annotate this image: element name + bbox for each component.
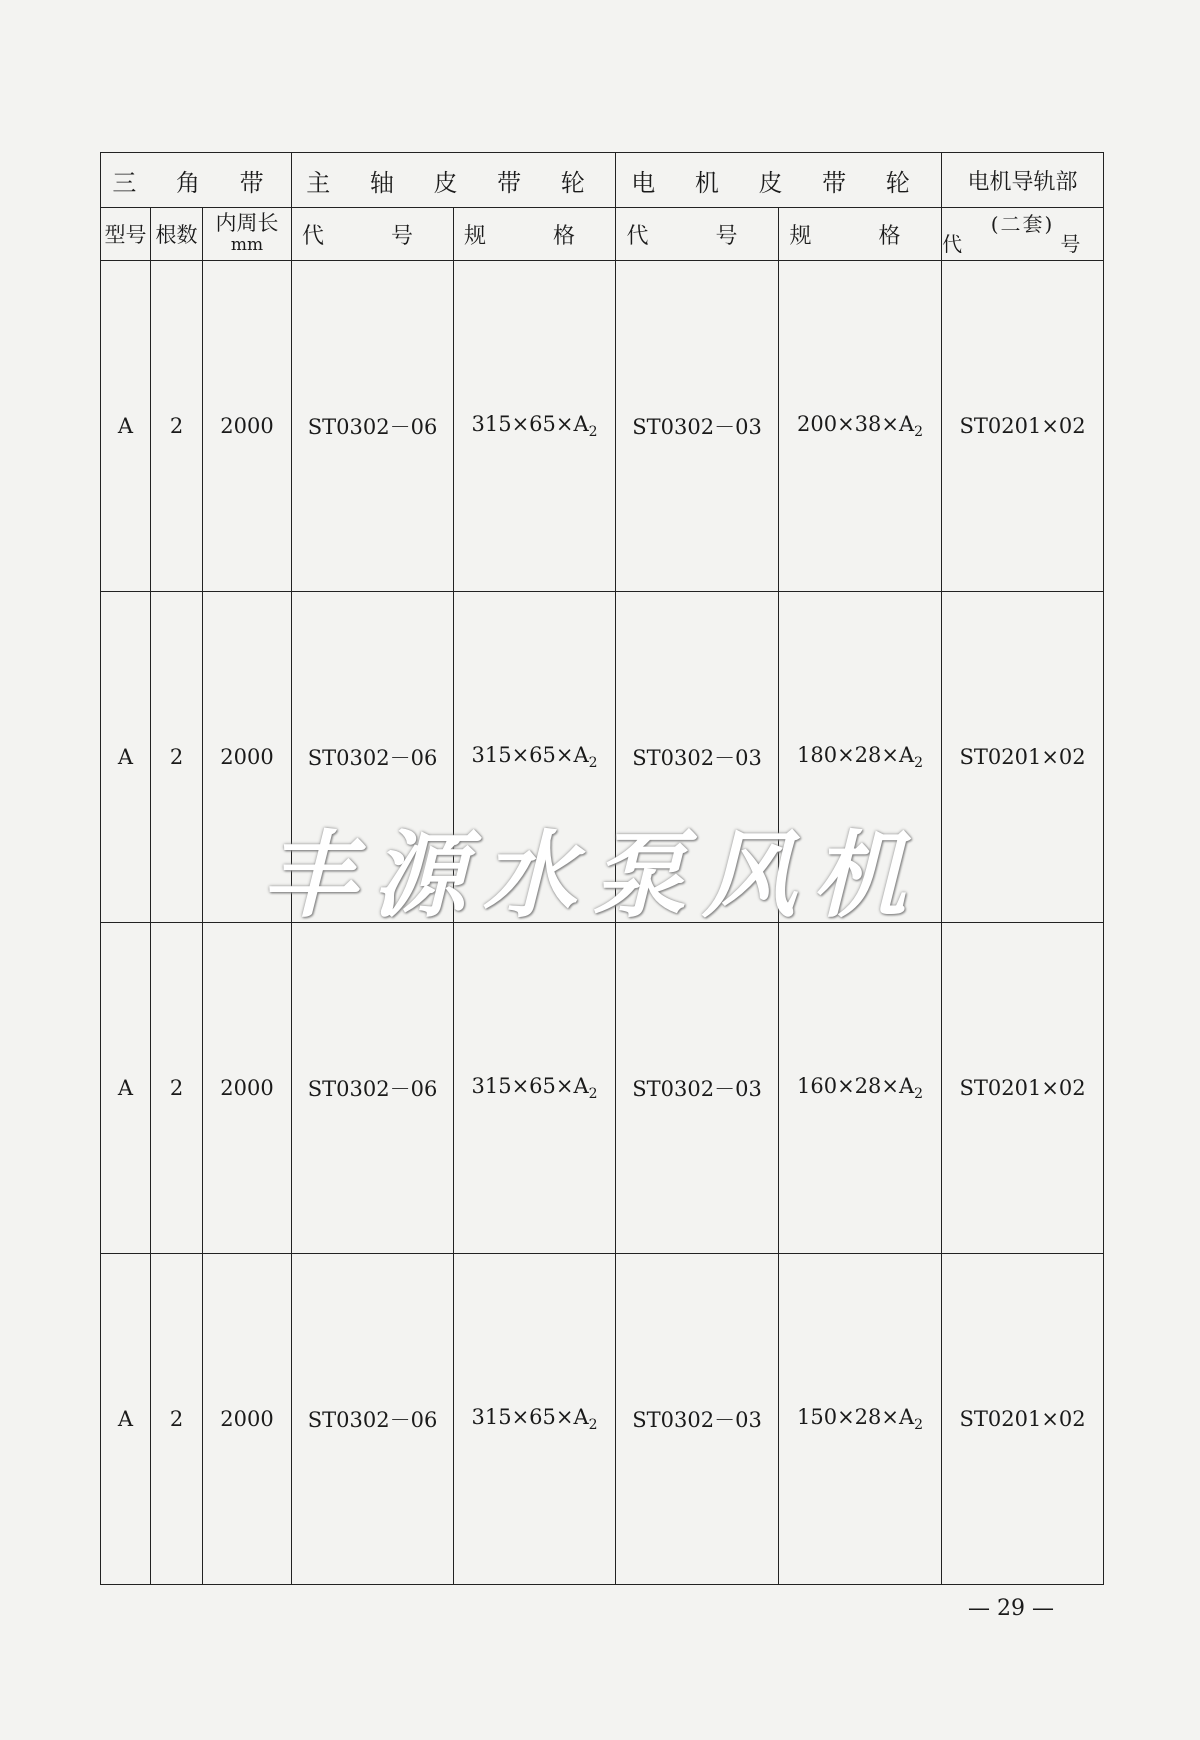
cell-rail-code: ST0201×02 bbox=[942, 1254, 1104, 1585]
col-spindle-spec: 规 格 bbox=[454, 208, 616, 261]
table-row bbox=[101, 923, 1104, 1254]
cell-type: A bbox=[101, 923, 151, 1254]
cell-motor-spec: $200\times 38\times A_2$ bbox=[779, 261, 942, 592]
cell-spindle-code: ST0302－06 bbox=[292, 592, 454, 923]
cell-rail-code: ST0201×02 bbox=[942, 592, 1104, 923]
subheader-row bbox=[101, 208, 1104, 261]
cell-length: 2000 bbox=[203, 592, 292, 923]
col-inner-length bbox=[203, 208, 292, 261]
cell-spindle-code: ST0302－06 bbox=[292, 261, 454, 592]
cell-type: A bbox=[101, 592, 151, 923]
col-motor-code: 代 号 bbox=[616, 208, 779, 261]
cell-type: A bbox=[101, 261, 151, 592]
header-motor-rail: 电机导轨部 bbox=[942, 153, 1104, 208]
cell-rail-code: ST0201×02 bbox=[942, 923, 1104, 1254]
cell-spindle-spec: $315\times 65\times A_2$ bbox=[454, 261, 616, 592]
cell-spindle-code: ST0302－06 bbox=[292, 923, 454, 1254]
cell-count: 2 bbox=[151, 261, 203, 592]
cell-spindle-spec: $315\times 65\times A_2$ bbox=[454, 592, 616, 923]
cell-count: 2 bbox=[151, 1254, 203, 1585]
cell-spindle-spec: $315\times 65\times A_2$ bbox=[454, 1254, 616, 1585]
col-spindle-code: 代 号 bbox=[292, 208, 454, 261]
cell-motor-spec: $180\times 28\times A_2$ bbox=[779, 592, 942, 923]
cell-length: 2000 bbox=[203, 923, 292, 1254]
inner-length-label: 内周长 bbox=[215, 211, 279, 235]
cell-motor-code: ST0302－03 bbox=[616, 923, 779, 1254]
cell-motor-code: ST0302－03 bbox=[616, 261, 779, 592]
cell-spindle-spec: $315\times 65\times A_2$ bbox=[454, 923, 616, 1254]
col-rail-code bbox=[942, 208, 1127, 261]
header-belt: 三 角 带 bbox=[101, 153, 292, 208]
cell-count: 2 bbox=[151, 923, 203, 1254]
cell-length: 2000 bbox=[203, 1254, 292, 1585]
cell-length: 2000 bbox=[203, 261, 292, 592]
cell-rail-code: ST0201×02 bbox=[942, 261, 1104, 592]
cell-motor-spec: $160\times 28\times A_2$ bbox=[779, 923, 942, 1254]
col-type: 型号 bbox=[101, 208, 151, 261]
header-motor-pulley: 电 机 皮 带 轮 bbox=[616, 153, 942, 208]
cell-count: 2 bbox=[151, 592, 203, 923]
col-count: 根数 bbox=[151, 208, 203, 261]
cell-motor-spec: $150\times 28\times A_2$ bbox=[779, 1254, 942, 1585]
inner-length-unit: mm bbox=[230, 235, 264, 255]
col-motor-spec: 规 格 bbox=[779, 208, 942, 261]
cell-type: A bbox=[101, 1254, 151, 1585]
page-number: — 29 — bbox=[968, 1596, 1054, 1621]
table-row bbox=[101, 261, 1104, 592]
header-spindle-pulley: 主 轴 皮 带 轮 bbox=[292, 153, 616, 208]
cell-motor-code: ST0302－03 bbox=[616, 1254, 779, 1585]
rail-code-label: 代 号 bbox=[942, 232, 1127, 256]
rail-sets-label: (二套) bbox=[990, 212, 1055, 236]
watermark: 丰源水泵风机 bbox=[262, 822, 923, 931]
table-row bbox=[101, 1254, 1104, 1585]
cell-spindle-code: ST0302－06 bbox=[292, 1254, 454, 1585]
header-group-row bbox=[101, 153, 1104, 208]
cell-motor-code: ST0302－03 bbox=[616, 592, 779, 923]
